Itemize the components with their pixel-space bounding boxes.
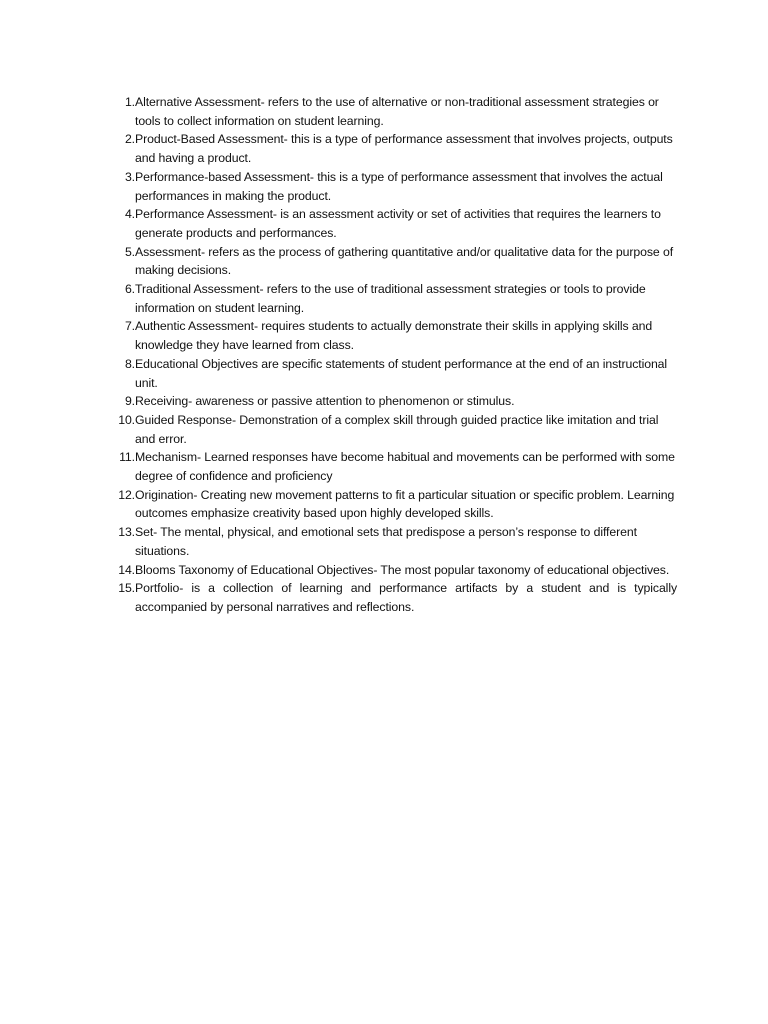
item-text: Authentic Assessment- requires students to actually demonstrate their skills in applying skills and knowledge they have learned from class. [135, 319, 653, 353]
item-text: Alternative Assessment- refers to the use of alternative or non-traditional assessment strategies or tools to collect information on student learning. [135, 95, 659, 128]
list-item [104, 317, 677, 354]
item-text: Performance-based Assessment- this is a type of performance assessment that involves the actual performances in making the product. [135, 169, 663, 203]
list-item [104, 392, 677, 411]
item-text: Set- The mental, physical, and emotional sets that predispose a person’s response to different situations. [135, 525, 637, 558]
item-text: Performance Assessment- is an assessment activity or set of activities that requires the learners to generate products and performances. [135, 207, 661, 240]
item-number: 13. [118, 525, 135, 540]
list-item [104, 130, 677, 167]
list-item [104, 561, 677, 580]
item-text: Educational Objectives are specific statements of student performance at the end of an instructional unit. [135, 356, 668, 390]
list-item [104, 205, 677, 242]
item-text: Guided Response- Demonstration of a complex skill through guided practice like imitation and trial and error. [135, 412, 659, 446]
list-item [104, 280, 677, 317]
list-item [104, 448, 677, 485]
item-number: 15. [118, 581, 135, 596]
definitions-list [104, 93, 677, 617]
item-text: Mechanism- Learned responses have become habitual and movements can be performed with some degree of confidence and proficiency [135, 450, 675, 484]
list-item [104, 523, 677, 560]
item-text: Product-Based Assessment- this is a type of performance assessment that involves projects, outputs and having a product. [135, 132, 673, 166]
item-number: 7. [124, 319, 135, 334]
item-text: Receiving- awareness or passive attention to phenomenon or stimulus. [135, 394, 515, 409]
item-number: 5. [124, 244, 135, 259]
list-item [104, 486, 677, 523]
item-text: Origination- Creating new movement patterns to fit a particular situation or specific problem. Learning outcomes emphasize creativity based upon highly developed skills. [135, 487, 675, 521]
item-text: Assessment- refers as the process of gathering quantitative and/or qualitative data for the purpose of making decisions. [135, 244, 674, 278]
item-number: 14. [118, 562, 135, 577]
item-number: 9. [124, 394, 135, 409]
list-item [104, 168, 677, 205]
item-number: 10. [118, 412, 135, 427]
list-item [104, 579, 677, 616]
item-number: 4. [124, 207, 135, 222]
item-number: 11. [119, 450, 135, 465]
list-item [104, 243, 677, 280]
item-number: 8. [124, 356, 135, 371]
item-text: Traditional Assessment- refers to the use of traditional assessment strategies or tools to provide information on student learning. [135, 282, 646, 315]
item-number: 6. [124, 282, 135, 297]
item-number: 3. [124, 169, 135, 184]
item-text: Blooms Taxonomy of Educational Objectives- The most popular taxonomy of educational objectives. [135, 562, 670, 577]
list-item [104, 411, 677, 448]
list-item [104, 93, 677, 130]
list-item [104, 355, 677, 392]
item-number: 2. [124, 132, 135, 147]
item-number: 12. [118, 487, 135, 502]
item-text: Portfolio- is a collection of learning and performance artifacts by a student and is typically accompanied by personal narratives and reflections. [135, 581, 677, 614]
item-number: 1. [124, 95, 135, 109]
